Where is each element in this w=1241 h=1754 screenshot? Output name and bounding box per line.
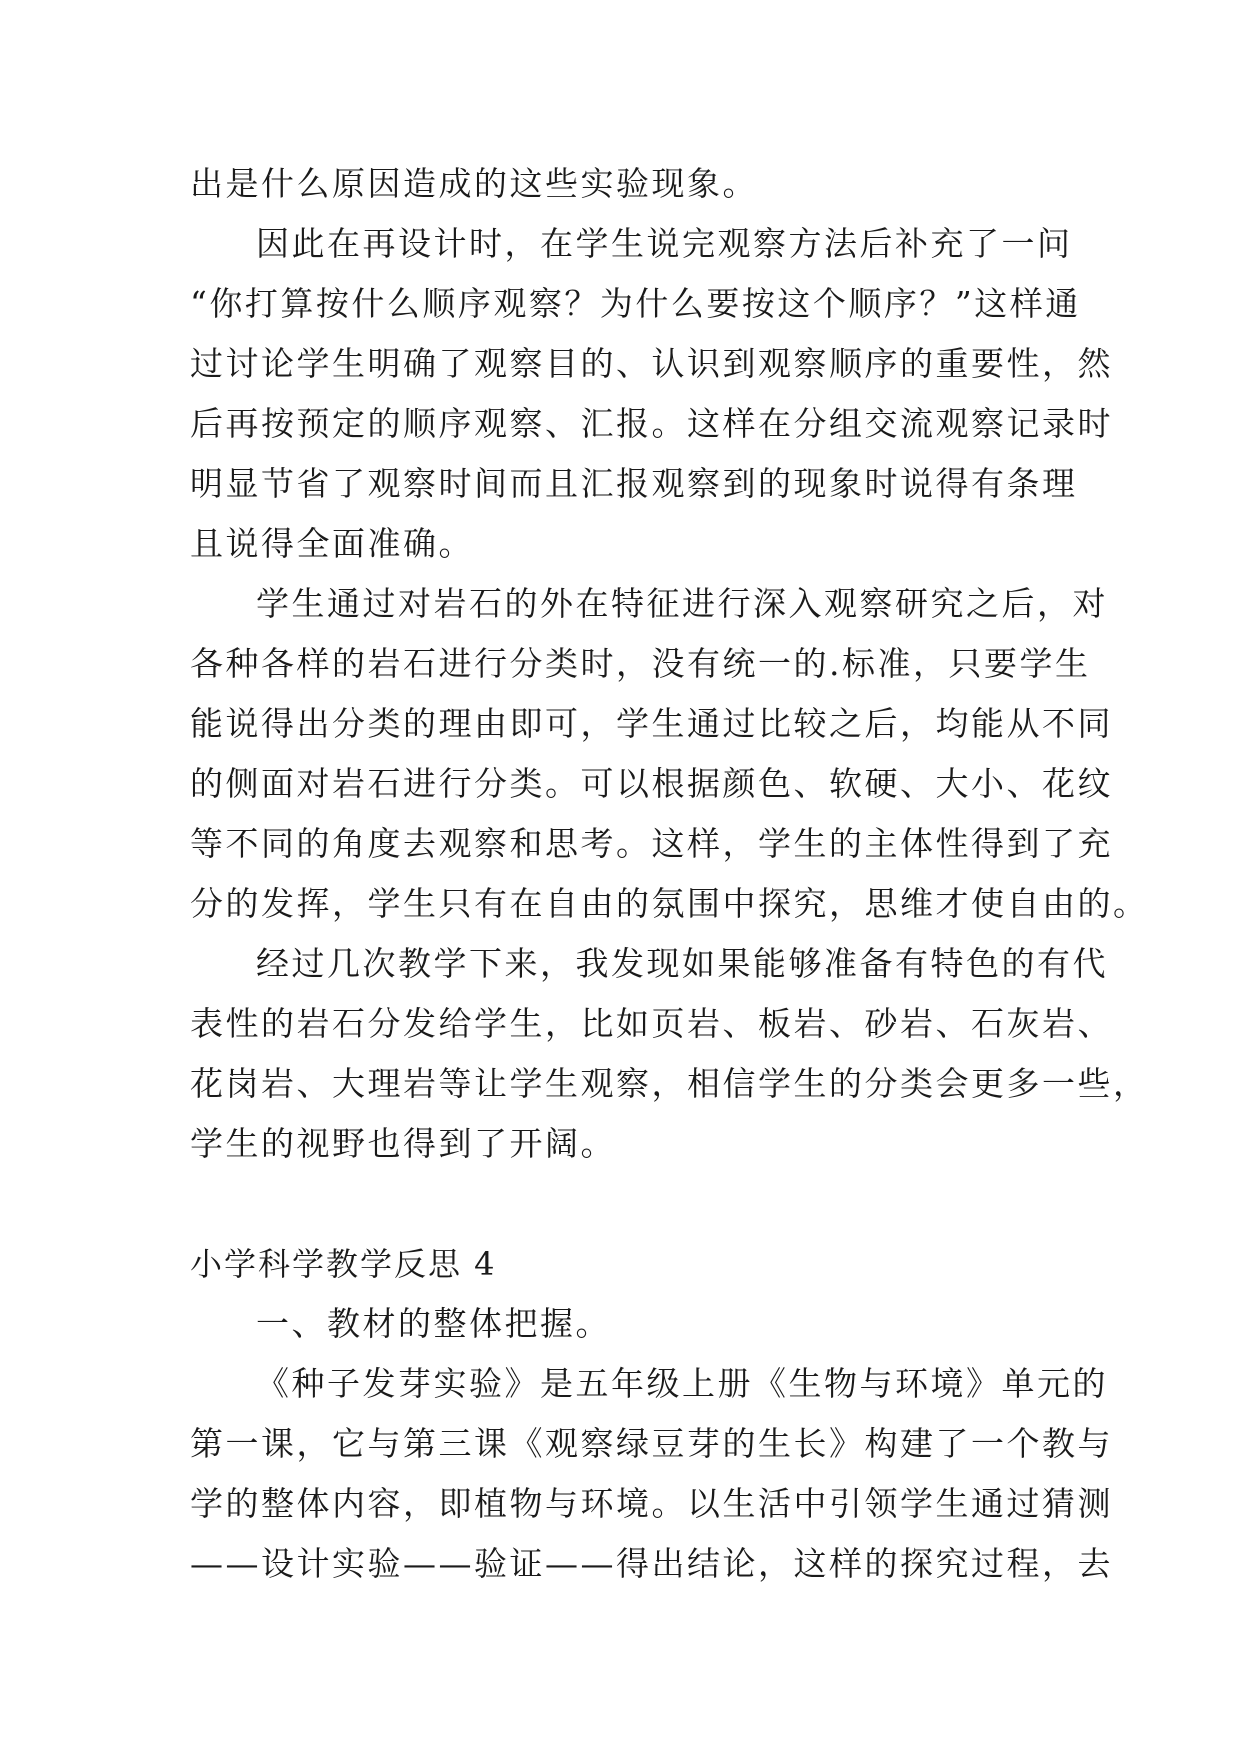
paragraph-line: 学生的视野也得到了开阔。	[190, 1124, 616, 1163]
paragraph-line: 各种各样的岩石进行分类时，没有统一的.标准，只要学生	[190, 644, 1091, 683]
paragraph-line: 且说得全面准确。	[190, 524, 474, 563]
paragraph-line: 第一课，它与第三课《观察绿豆芽的生长》构建了一个教与	[190, 1424, 1113, 1463]
paragraph-line: 过讨论学生明确了观察目的、认识到观察顺序的重要性，然	[190, 344, 1113, 383]
paragraph-line: 等不同的角度去观察和思考。这样，学生的主体性得到了充	[190, 824, 1113, 863]
paragraph-first-line: 《种子发芽实验》是五年级上册《生物与环境》单元的	[256, 1364, 1108, 1403]
paragraph-line: 分的发挥，学生只有在自由的氛围中探究，思维才使自由的。	[190, 884, 1149, 923]
paragraph-line: 出是什么原因造成的这些实验现象。	[190, 164, 758, 203]
paragraph-line: ——设计实验——验证——得出结论，这样的探究过程，去	[190, 1544, 1113, 1583]
paragraph-line: 明显节省了观察时间而且汇报观察到的现象时说得有条理	[190, 464, 1078, 503]
document-body	[190, 154, 1149, 1594]
section-heading: 小学科学教学反思 4	[190, 1245, 497, 1283]
paragraph-line: 学的整体内容，即植物与环境。以生活中引领学生通过猜测	[190, 1484, 1113, 1523]
section-gap	[190, 1174, 1050, 1234]
paragraph-line: 的侧面对岩石进行分类。可以根据颜色、软硬、大小、花纹	[190, 764, 1113, 803]
paragraph-first-line: 学生通过对岩石的外在特征进行深入观察研究之后，对	[256, 584, 1108, 623]
paragraph-line: “你打算按什么顺序观察？为什么要按这个顺序？”这样通	[190, 284, 1081, 323]
paragraph-line: 花岗岩、大理岩等让学生观察，相信学生的分类会更多一些，	[190, 1064, 1149, 1103]
paragraph-first-line: 一、教材的整体把握。	[256, 1304, 611, 1343]
paragraph-line: 表性的岩石分发给学生，比如页岩、板岩、砂岩、石灰岩、	[190, 1004, 1113, 1043]
paragraph-first-line: 因此在再设计时，在学生说完观察方法后补充了一问	[256, 224, 1073, 263]
paragraph-first-line: 经过几次教学下来，我发现如果能够准备有特色的有代	[256, 944, 1108, 983]
paragraph-line: 能说得出分类的理由即可，学生通过比较之后，均能从不同	[190, 704, 1113, 743]
paragraph-line: 后再按预定的顺序观察、汇报。这样在分组交流观察记录时	[190, 404, 1113, 443]
